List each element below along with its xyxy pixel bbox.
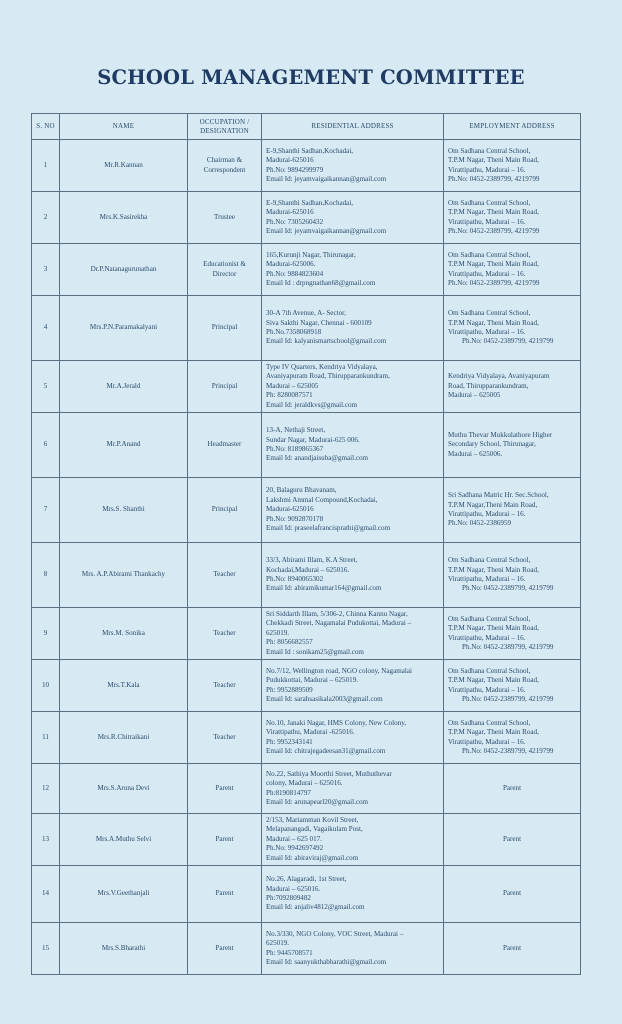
table-row [32,413,581,478]
address-line: Ph.No: 0452-2389799, 4219799 [462,584,554,593]
address-line: Virattipathu, Madurai – 16. [448,737,526,746]
cell-employment-address [444,814,581,866]
address-line: T.P.M Nagar, Theni Main Road, [448,676,539,685]
cell-name: Mrs.T.Kala [60,660,188,712]
address-line: Virattipathu, Madurai – 16. [448,165,526,174]
address-line: Email Id: saanyukthabharathi@gmail.com [266,957,387,966]
cell-occupation: Principal [188,296,262,361]
address-line: No.10, Janaki Nagar, HMS Colony, New Colony, [266,718,407,727]
cell-residential-address [262,543,444,608]
address-line: Virattipathu, Madurai – 16. [448,685,526,694]
address-line: Parent [502,889,522,898]
address-line: No.26, Alagaradi, 1st Street, [266,875,347,884]
cell-occupation: Parent [188,923,262,975]
address-line: T.P.M Nagar, Theni Main Road, [448,318,539,327]
address-line: Virattipathu, Madurai – 16. [448,575,526,583]
cell-occupation: Headmaster [188,413,262,478]
address-line: Ph.No: 0452-2386959 [448,519,512,528]
address-line: E-9,Shanthi Sadhan,Kochadai, [266,146,354,155]
address-line: Ph: 9952889509 [266,685,313,694]
table-row [32,140,581,192]
address-line: Chekkadi Street, Nagamalai Pudukottai, Madurai – [266,619,412,628]
address-line: T.P.M Nagar, Theni Main Road, [448,260,539,269]
cell-sno: 10 [32,660,60,712]
address-line: Email Id: jeraldkvs@gmail.com [266,400,358,409]
address-line: colony, Madurai – 625016. [266,779,343,788]
address-line: Ph:8190814797 [266,788,311,797]
cell-employment-address [444,244,581,296]
address-line: Lakshmi Ammal Compound,Kochadai, [266,495,378,504]
cell-employment-address [444,361,581,413]
cell-residential-address [262,712,444,764]
cell-residential-address [262,361,444,413]
address-line: Pudukkottai, Madurai – 625019. [266,676,359,685]
address-line: Email Id: arunapearl20@gmail.com [266,797,369,806]
table-row [32,192,581,244]
table-row [32,478,581,543]
cell-occupation: Teacher [188,543,262,608]
cell-residential-address [262,192,444,244]
address-line: Sundar Nagar, Madurai-625 006. [266,435,360,444]
address-line: Email Id: chitrajegadeesan31@gmail.com [266,746,386,755]
cell-residential-address [262,140,444,192]
address-line: No.22, Sathiya Moorthi Street, Muthuthevar [266,769,392,778]
cell-residential-address [262,478,444,543]
cell-name: Mrs. A.P.Abirami Thankachy [60,543,188,608]
address-line: Madurai-625016 [266,156,314,165]
address-line: Ph: 9445708571 [266,948,313,957]
address-line: Ph.No.7358068918 [266,328,322,336]
address-line: T.P.M Nagar, Theni Main Road, [448,156,539,165]
table-row [32,660,581,712]
table-body [32,140,581,975]
address-line: Om Sadhana Central School, [448,666,531,675]
address-line: Siva Sakthi Nagar, Chennai - 600109 [266,318,372,327]
address-line: Ph.No: 9092870178 [266,514,324,523]
address-line: Om Sadhana Central School, [448,718,531,727]
address-line: Madurai – 625005 [448,391,501,400]
cell-sno: 2 [32,192,60,244]
cell-occupation: Chairman & Correspondent [188,140,262,192]
cell-sno: 3 [32,244,60,296]
cell-name: Mrs.S.Bharathi [60,923,188,975]
address-line: Ph.No: 8189865367 [266,445,324,453]
address-line: Avaniyapuram Road, Thirupparankundram, [266,372,390,381]
address-line: Melapanangadi, Vagaikulam Post, [266,825,363,834]
cell-occupation: Trustee [188,192,262,244]
address-line: 2/153, Mariamman Kovil Street, [266,815,359,824]
address-line: Email Id: anjaliv4812@gmail.com [266,903,365,912]
address-line: No.3/330, NGO Colony, VOC Street, Madurai – [266,929,404,938]
address-line: Email Id: praseelafrancisprathi@gmail.com [266,524,391,533]
cell-residential-address [262,764,444,814]
cell-employment-address [444,712,581,764]
table-row [32,543,581,608]
cell-employment-address [444,660,581,712]
cell-residential-address [262,413,444,478]
address-line: Ph.No: 0452-2389799, 4219799 [462,337,554,346]
cell-employment-address [444,543,581,608]
address-line: Email Id: jeyamvaigaikannan@gmail.com [266,226,387,235]
cell-employment-address [444,413,581,478]
address-line: Ph: 9952343141 [266,737,313,746]
cell-name: Mrs.S.Aruna Devi [60,764,188,814]
cell-occupation: Principal [188,361,262,413]
address-line: 30-A 7th Avenue, A- Sector, [266,309,346,318]
cell-name: Mrs.P.N.Paramakalyani [60,296,188,361]
cell-name: Mrs.R.Chitraikani [60,712,188,764]
table-row [32,608,581,660]
address-line: Ph.No: 9894299979 [266,165,324,174]
cell-occupation: Parent [188,764,262,814]
cell-name: Mrs.A.Muthu Selvi [60,814,188,866]
address-line: Om Sadhana Central School, [448,146,531,155]
cell-sno: 6 [32,413,60,478]
address-line: Madurai-625016 [266,208,314,217]
address-line: Virattipathu, Madurai – 16. [448,269,526,278]
cell-occupation: Parent [188,814,262,866]
address-line: 625019. [266,628,290,637]
cell-occupation: Principal [188,478,262,543]
address-line: Ph.No: 8940065302 [266,575,324,583]
address-line: Email Id : drpngnathan68@gmail.com [266,278,376,287]
address-line: Om Sadhana Central School, [448,309,531,318]
address-line: Type IV Quarters, Kendriya Vidyalaya, [266,362,378,371]
address-line: Virattipathu, Madurai – 16. [448,217,526,226]
cell-sno: 1 [32,140,60,192]
address-line: Email Id: kalyanismartschool@gmail.com [266,337,387,346]
cell-sno: 14 [32,866,60,923]
cell-occupation: Educationist & Director [188,244,262,296]
cell-employment-address [444,192,581,244]
cell-name: Mrs.K.Sasirekha [60,192,188,244]
cell-employment-address [444,866,581,923]
cell-employment-address [444,923,581,975]
address-line: Madurai – 625005 [266,381,319,390]
table-row [32,814,581,866]
table-header-row [32,114,581,140]
address-line: T.P.M Nagar, Theni Main Road, [448,624,539,633]
cell-employment-address [444,140,581,192]
address-line: T.P.M Nagar, Theni Main Road, [448,208,539,217]
address-line: 13-A, Nethaji Street, [266,426,326,435]
address-line: Kendriya Vidyalaya, Avaniyapuram [448,372,550,381]
address-line: Email Id: sarahsasikala2003@gmail.com [266,694,383,703]
cell-sno: 11 [32,712,60,764]
address-line: Ph.No: 0452-2389799, 4219799 [462,746,554,755]
cell-sno: 8 [32,543,60,608]
cell-employment-address [444,608,581,660]
address-line: Ph.No: 0452-2389799, 4219799 [448,226,540,235]
header-residential-address: RESIDENTIAL ADDRESS [262,114,444,140]
cell-name: Mrs.M. Sonika [60,608,188,660]
address-line: Virattipathu, Madurai – 16. [448,328,526,336]
address-line: Om Sadhana Central School, [448,198,531,207]
address-line: Virattipathu, Madurai – 16. [448,510,526,518]
address-line: Ph.No: 0452-2389799, 4219799 [448,278,540,287]
cell-residential-address [262,814,444,866]
table-row [32,764,581,814]
address-line: Ph:7092809482 [266,894,311,902]
cell-sno: 9 [32,608,60,660]
address-line: Sri Sadhana Matric Hr. Sec.School, [448,491,549,500]
address-line: Ph.No: 0452-2389799, 4219799 [462,642,554,651]
address-line: Madurai – 625016. [266,884,321,893]
committee-table [31,113,581,975]
address-line: 625019. [266,939,290,948]
table-row [32,712,581,764]
address-line: Parent [502,783,522,792]
cell-residential-address [262,866,444,923]
table-row [32,923,581,975]
address-line: Email Id: abiramikumar164@gmail.com [266,584,382,593]
cell-name: Mr.A.Jerald [60,361,188,413]
address-line: Email Id: anandjaisuba@gmail.com [266,454,369,463]
address-line: Muthu Thevar Mukkulathore Higher [448,430,553,439]
address-line: Ph.No: 0452-2389799, 4219799 [462,694,554,703]
address-line: Ph: 8280087571 [266,391,313,400]
address-line: Kochadai,Madurai – 625016. [266,565,350,574]
table-row [32,244,581,296]
address-line: Email Id : sonikam25@gmail.com [266,647,364,656]
address-line: Road, Thirupparankundram, [448,381,529,390]
cell-sno: 13 [32,814,60,866]
header-occupation: OCCUPATION / DESIGNATION [188,114,262,140]
cell-name: Mrs.S. Shanthi [60,478,188,543]
table-row [32,866,581,923]
address-line: Email Id: jeyamvaigaikannan@gmail.com [266,174,387,183]
address-line: Om Sadhana Central School, [448,614,531,623]
cell-occupation: Teacher [188,712,262,764]
header-name: NAME [60,114,188,140]
table-row [32,296,581,361]
address-line: 33/3, Abirami Illam, K.A Street, [266,556,358,565]
address-line: Om Sadhana Central School, [448,250,531,259]
address-line: T.P.M Nagar, Theni Main Road, [448,728,539,737]
cell-employment-address [444,478,581,543]
cell-occupation: Teacher [188,660,262,712]
address-line: 165,Kurunji Nagar, Thirunagar, [266,250,356,259]
table-row [32,361,581,413]
cell-sno: 12 [32,764,60,814]
cell-name: Mr.P.Anand [60,413,188,478]
address-line: Virattipathu, Madurai – 16. [448,633,526,642]
address-line: No.7/12, Wellington road, NGO colony, Nagamalai [266,666,413,675]
address-line: Email Id: abiraviraj@gmail.com [266,853,359,862]
cell-residential-address [262,244,444,296]
cell-occupation: Parent [188,866,262,923]
address-line: Ph.No: 0452-2389799, 4219799 [448,174,540,183]
cell-name: Mr.R.Kannan [60,140,188,192]
cell-sno: 4 [32,296,60,361]
cell-residential-address [262,660,444,712]
address-line: Parent [502,834,522,843]
address-line: Virattipathu, Madurai -625016. [266,728,355,737]
cell-sno: 7 [32,478,60,543]
address-line: Sri Siddarth Illam, 5/306-2, Chinna Kannu Nagar, [266,609,408,618]
address-line: Ph.No: 7305260432 [266,217,324,226]
cell-name: Dr.P.Natanagurunathan [60,244,188,296]
header-employment-address: EMPLOYMENT ADDRESS [444,114,581,140]
cell-residential-address [262,608,444,660]
cell-residential-address [262,296,444,361]
address-line: Secondary School, Thirunagar, [448,440,536,449]
cell-sno: 15 [32,923,60,975]
cell-employment-address [444,764,581,814]
address-line: Om Sadhana Central School, [448,556,531,565]
cell-sno: 5 [32,361,60,413]
cell-employment-address [444,296,581,361]
address-line: Parent [502,943,522,952]
cell-occupation: Teacher [188,608,262,660]
address-line: Madurai – 625 017. [266,834,322,843]
address-line: Ph: 8056682557 [266,638,313,647]
header-sno: S. NO [32,114,60,140]
address-line: 20, Balaguru Bhavanam, [266,486,337,495]
cell-residential-address [262,923,444,975]
cell-name: Mrs.V.Geethanjali [60,866,188,923]
address-line: Madurai-625016 [266,505,314,514]
address-line: Ph.No: 9884823604 [266,269,324,278]
address-line: Madurai – 625006. [448,449,503,458]
address-line: Ph.No: 9942697492 [266,844,324,853]
address-line: E-9,Shanthi Sadhan,Kochadai, [266,198,354,207]
address-line: T.P.M Nagar,Theni Main Road, [448,500,538,509]
page-title: SCHOOL MANAGEMENT COMMITTEE [97,66,525,89]
address-line: Madurai-625006. [266,260,316,269]
address-line: T.P.M Nagar, Theni Main Road, [448,565,539,574]
